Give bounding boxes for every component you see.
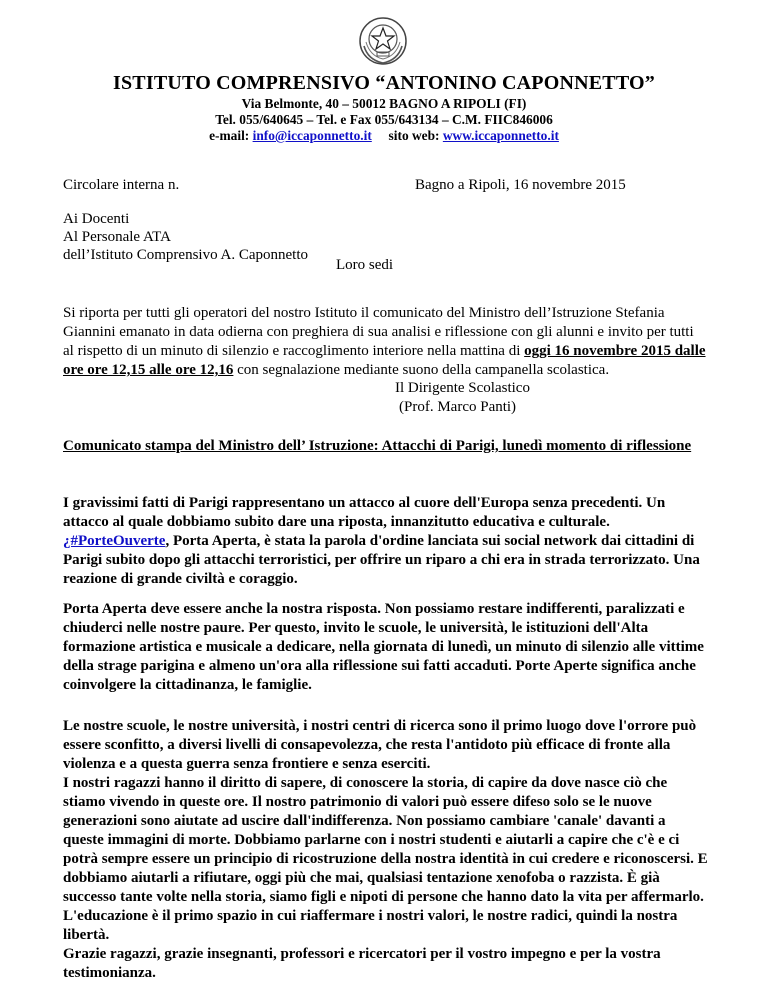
recipient-institute: dell’Istituto Comprensivo A. Caponnetto [63,247,308,263]
circolare-number: Circolare interna n. [63,177,180,193]
p1-text-end: , Porta Aperta, è stata la parola d'ordine lanciata sui social network dai cittadini di Parigi subito dopo gli attacchi terroristici, per offrire un riparo a chi era in strada terrorizzato. Una reazione di grande civiltà e coraggio. [63,533,700,587]
recipient-ata: Al Personale ATA [63,229,171,245]
communique-paragraph-3 [63,717,708,983]
document-date: Bagno a Ripoli, 16 novembre 2015 [415,177,626,193]
intro-text: Si riporta per tutti gli operatori del nostro Istituto il comunicato del Ministro dell’Istruzione Stefania Giannini emanato in data odierna con preghiera di sua analisi e riflessione con gli alunni e invito per tutti al rispetto di un minuto di silenzio e raccoglimento interiore nella mattina di [63,305,694,359]
web-label: sito web: [388,128,443,143]
p3-line-b: I nostri ragazzi hanno il diritto di sapere, di conoscere la storia, di capire da dove nasce ciò che stiamo vivendo in queste ore. Il nostro patrimonio di valori può essere difeso solo se le nuove generazioni sono aiutate ad uscire dall'indifferenza. Non possiamo cambiare 'canale' davanti a queste immagini di morte. Dobbiamo parlarne con i nostri studenti e aiutarli a capire che c'è e ci potrà sempre essere un principio di ricostruzione della nostra identità in cui credere e riconoscersi. E dobbiamo aiutarli a rifiutare, oggi più che mai, qualsiasi tentazione xenofoba o razzista. È già successo tante volte nella storia, siamo figli e nipoti di persone che hanno dato la vita per affermarlo. L'educazione è il primo spazio in cui riaffermare i nostri valori, le nostre radici, quindi la nostra libertà. [63,775,708,943]
school-address: Via Belmonte, 40 – 50012 BAGNO A RIPOLI (FI) [241,96,527,111]
p1-text: I gravissimi fatti di Parigi rappresentano un attacco al cuore dell'Europa senza precedenti. Un attacco al quale dobbiamo subito dare una riposta, innanzitutto educativa e culturale. [63,495,666,530]
signature [395,379,530,417]
intro-paragraph [63,304,707,380]
porteouverte-link[interactable]: ¿#PorteOuverte [63,533,166,549]
website-link[interactable]: www.iccaponnetto.it [442,128,559,143]
school-phone: Tel. 055/640645 – Tel. e Fax 055/643134 – C.M. FIIC846006 [215,112,553,127]
signature-role: Il Dirigente Scolastico [395,380,530,396]
communique-title: Comunicato stampa del Ministro dell’ Istruzione: Attacchi di Parigi, lunedì momento di riflessione [63,438,692,454]
school-name: ISTITUTO COMPRENSIVO “ANTONINO CAPONNETTO” [113,72,655,94]
email-label: e-mail: [209,128,253,143]
school-contacts [0,128,768,144]
intro-highlight: oggi 16 novembre 2015 dalle ore ore 12,15 alle ore 12,16 [63,343,706,378]
intro-text-end: con segnalazione mediante suono della campanella scolastica. [233,362,610,378]
italian-republic-emblem-icon [358,16,408,66]
communique-paragraph-2: Porta Aperta deve essere anche la nostra risposta. Non possiamo restare indifferenti, paralizzati e chiuderci nelle nostre paure. Per questo, invito le scuole, le università, le istituzioni dell'Alta formazione artistica e musicale a dedicare, nella giornata di lunedì, un minuto di silenzio alle vittime della strage parigina e almeno un'ora alla riflessione sui fatti accaduti. Porte Aperte significa anche coinvolgere la cittadinanza, le famiglie. [63,601,704,693]
p3-line-a: Le nostre scuole, le nostre università, i nostri centri di ricerca sono il primo luogo dove l'orrore può essere sconfitto, a diversi livelli di consapevolezza, che resta l'antidoto più efficace di fronte alla violenza e a questa guerra senza frontiere e senza eserciti. [63,718,697,772]
recipients [63,210,308,264]
p3-line-c: Grazie ragazzi, grazie insegnanti, professori e ricercatori per il vostro impegno e per la vostra testimonianza. [63,946,661,981]
recipient-teachers: Ai Docenti [63,211,130,227]
communique-paragraph-1 [63,494,708,589]
signature-name: (Prof. Marco Panti) [399,399,517,415]
email-link[interactable]: info@iccaponnetto.it [252,128,372,143]
loro-sedi: Loro sedi [336,257,394,273]
